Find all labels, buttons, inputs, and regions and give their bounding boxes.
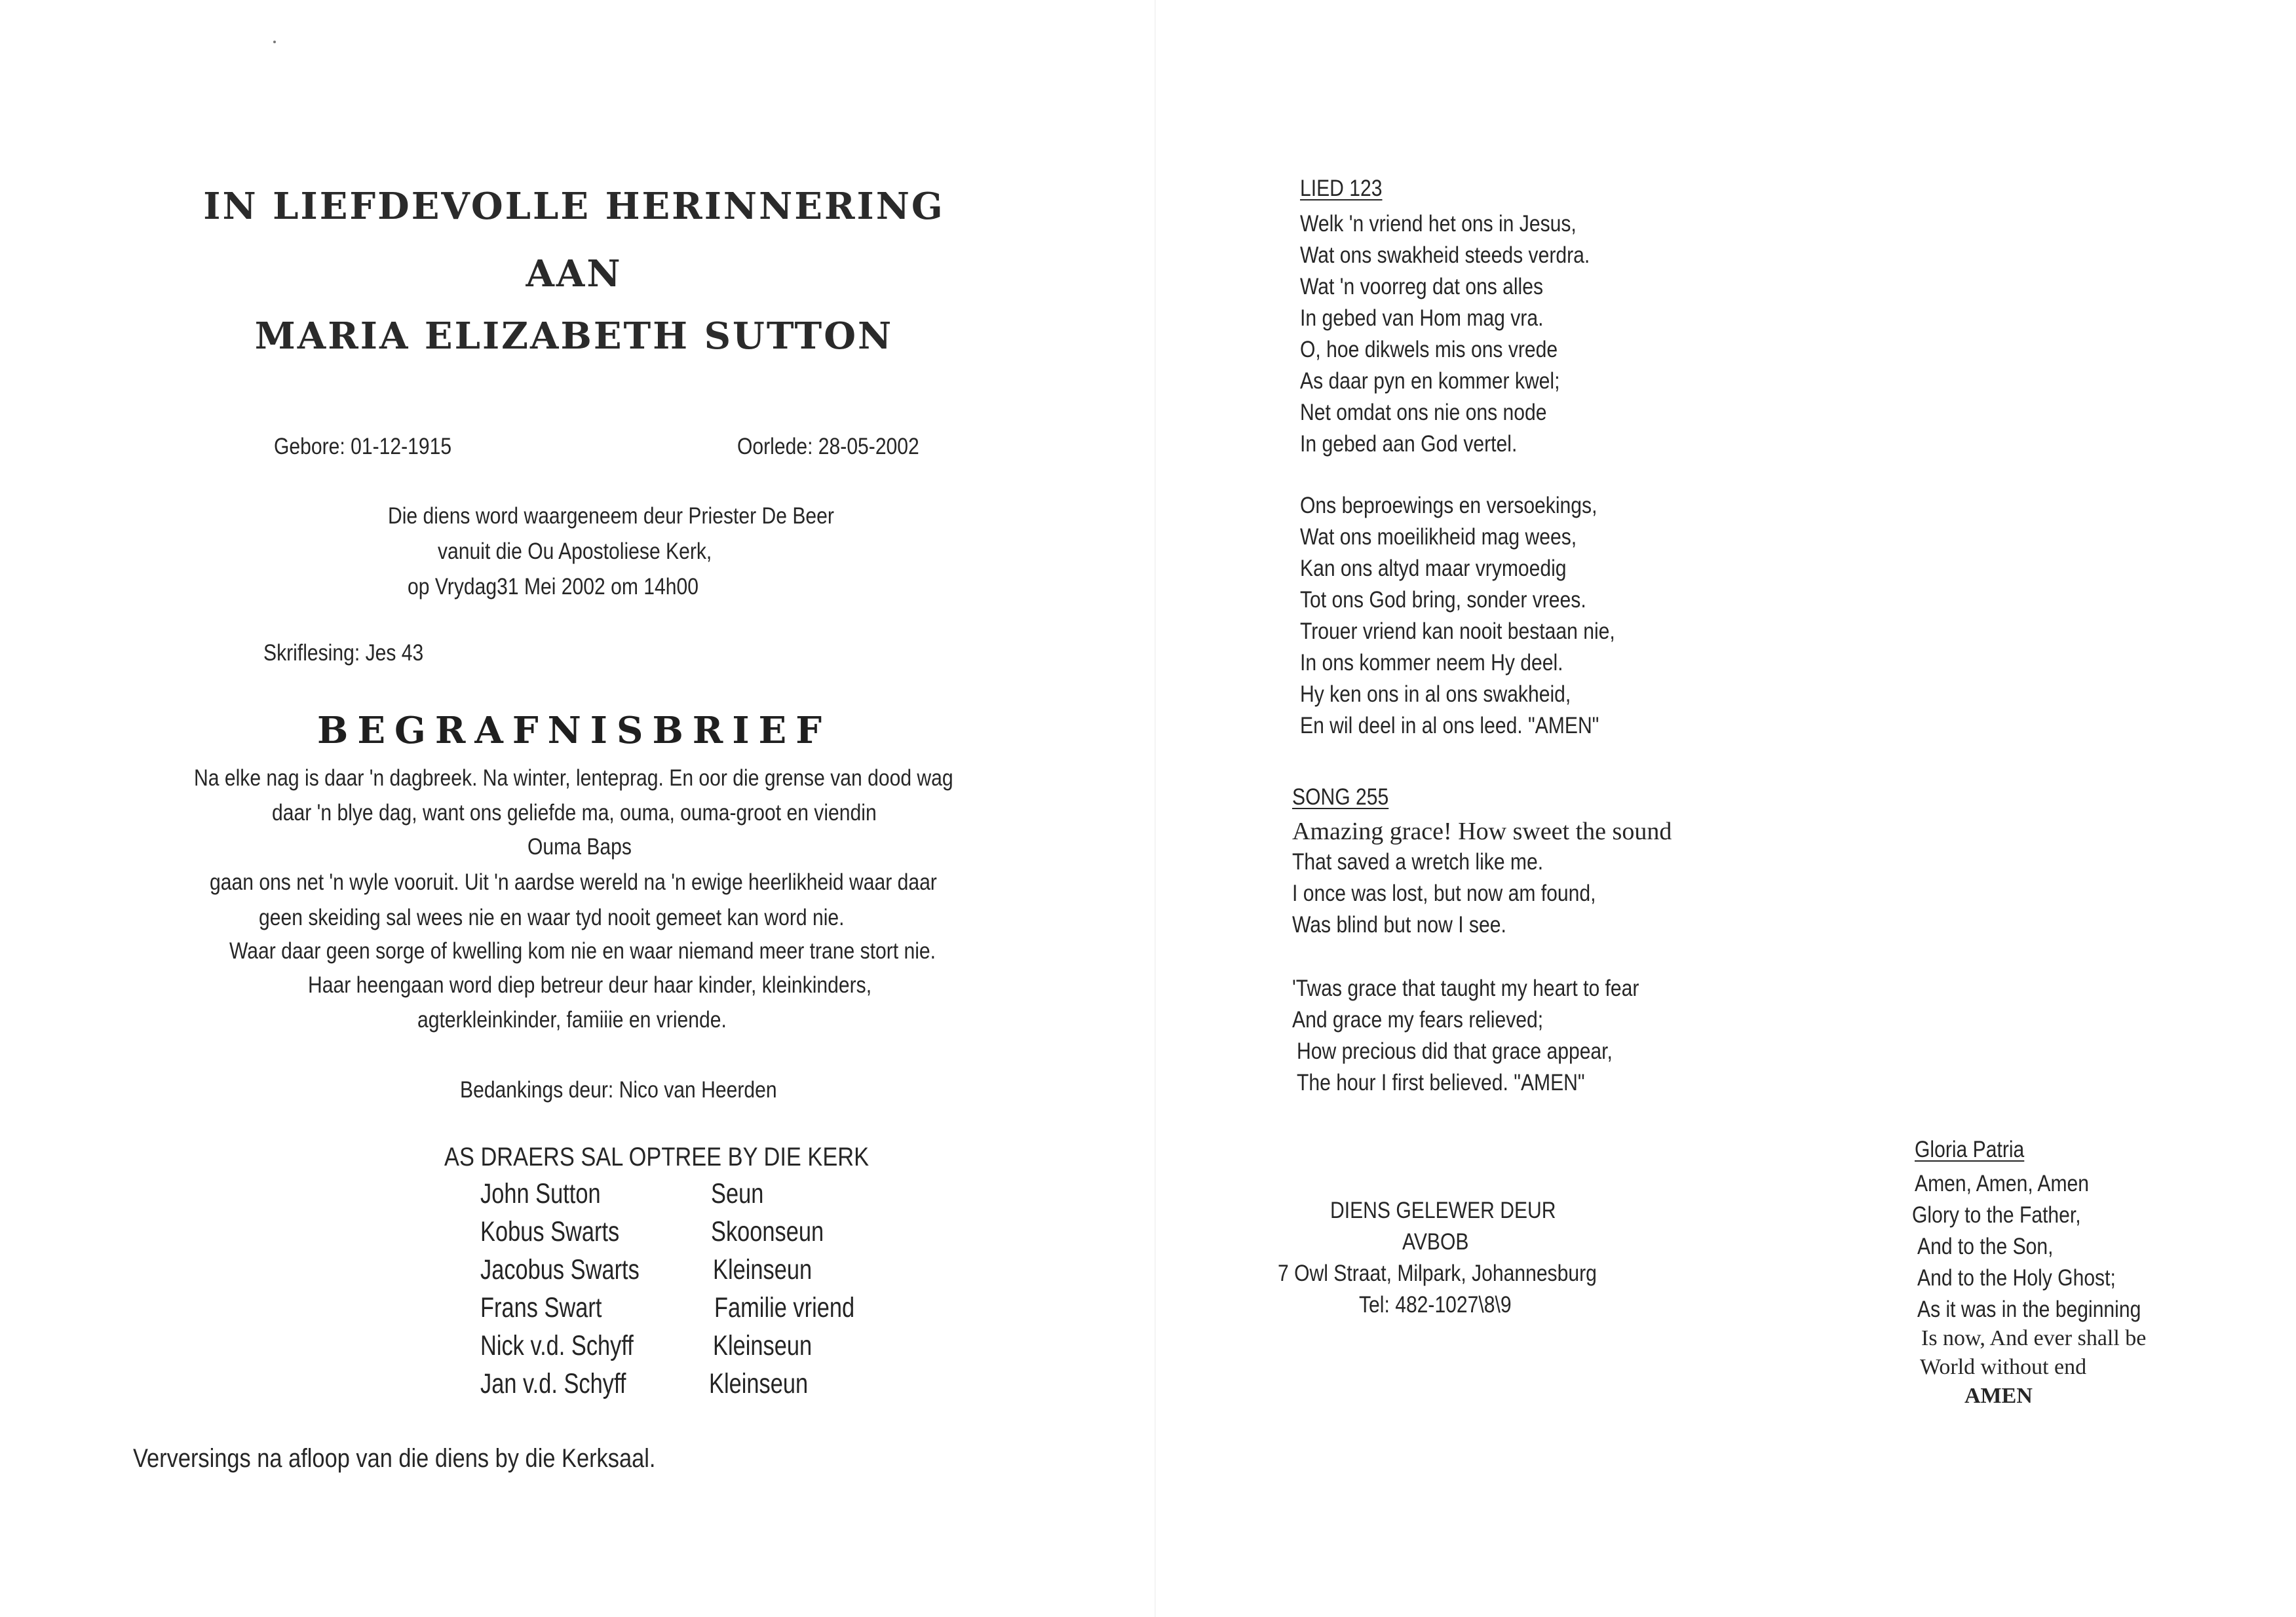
funeral-letter-heading: BEGRAFNISBRIEF [317,709,831,752]
brief-line-5: geen skeiding sal wees nie en waar tyd nooit gemeet kan word nie. [259,905,845,930]
hymn-line: Hy ken ons in al ons swakheid, [1300,681,1571,707]
thanks-line: Bedankings deur: Nico van Heerden [460,1077,777,1103]
song-line: Was blind but now I see. [1292,912,1506,938]
song-first-line: Amazing grace! How sweet the sound [1292,818,1672,845]
brief-line-4: gaan ons net 'n wyle vooruit. Uit 'n aardse wereld na 'n ewige heerlikheid waar daar [210,869,937,895]
bearer-name: John Sutton [480,1178,601,1209]
brief-line-3: Ouma Baps [527,834,632,860]
gloria-line: As it was in the beginning [1917,1297,2141,1322]
song-line: The hour I first believed. "AMEN" [1297,1070,1585,1095]
born-date: Gebore: 01-12-1915 [274,434,452,459]
gloria-line: Amen, Amen, Amen [1915,1171,2090,1196]
provider-phone: Tel: 482-1027\8\9 [1359,1292,1512,1318]
memorial-title-line-2: AAN [526,252,622,295]
memorial-title-line-3: MARIA ELIZABETH SUTTON [254,314,894,358]
song-line: And grace my fears relieved; [1292,1007,1544,1033]
bearer-name: Frans Swart [480,1292,602,1323]
brief-line-1: Na elke nag is daar 'n dagbreek. Na winter, lenteprag. En oor die grense van dood wag [194,765,953,791]
hymn-line: In gebed van Hom mag vra. [1300,305,1544,331]
gloria-line: World without end [1920,1355,2087,1379]
gloria-line: Is now, And ever shall be [1921,1326,2147,1350]
song-line: 'Twas grace that taught my heart to fear [1292,976,1639,1001]
brief-line-2: daar 'n blye dag, want ons geliefde ma, ouma, ouma-groot en viendin [272,800,877,826]
gloria-line: And to the Son, [1917,1234,2054,1259]
service-line-3: op Vrydag31 Mei 2002 om 14h00 [408,574,699,599]
bearer-relation: Skoonseun [711,1216,824,1247]
bearer-relation: Kleinseun [713,1254,813,1285]
hymn-title: LIED 123 [1300,176,1383,201]
hymn-line: In ons kommer neem Hy deel. [1300,650,1563,675]
hymn-line: As daar pyn en kommer kwel; [1300,368,1560,394]
bearer-name: Jacobus Swarts [480,1254,640,1285]
hymn-line: Tot ons God bring, sonder vrees. [1300,587,1586,613]
bearers-heading: AS DRAERS SAL OPTREE BY DIE KERK [444,1143,870,1171]
song-line: That saved a wretch like me. [1292,849,1544,875]
bearer-relation: Kleinseun [709,1368,809,1399]
hymn-line: Wat ons swakheid steeds verdra. [1300,242,1590,268]
bearer-name: Nick v.d. Schyff [480,1330,634,1361]
song-title: SONG 255 [1292,784,1389,810]
service-line-1: Die diens word waargeneem deur Priester De Beer [388,503,834,529]
gloria-line: Glory to the Father, [1912,1202,2081,1228]
bearer-name: Kobus Swarts [480,1216,620,1247]
hymn-line: En wil deel in al ons leed. "AMEN" [1300,713,1599,738]
hymn-line: Ons beproewings en versoekings, [1300,493,1598,518]
right-page [1148,0,2296,1617]
service-line-2: vanuit die Ou Apostoliese Kerk, [438,539,712,564]
brief-line-6: Waar daar geen sorge of kwelling kom nie en waar niemand meer trane stort nie. [229,938,936,964]
refreshments-note: Verversings na afloop van die diens by die Kerksaal. [133,1444,656,1473]
scripture-reading: Skriflesing: Jes 43 [263,640,424,666]
gloria-title: Gloria Patria [1915,1137,2025,1162]
gloria-amen: AMEN [1964,1384,2033,1408]
gloria-line: And to the Holy Ghost; [1917,1265,2116,1291]
bearer-relation: Familie vriend [714,1292,855,1323]
provider-address: 7 Owl Straat, Milpark, Johannesburg [1278,1261,1597,1286]
hymn-line: Kan ons altyd maar vrymoedig [1300,556,1567,581]
hymn-line: In gebed aan God vertel. [1300,431,1518,457]
bearer-relation: Seun [711,1178,764,1209]
bearer-name: Jan v.d. Schyff [480,1368,626,1399]
bearer-relation: Kleinseun [713,1330,813,1361]
song-line: I once was lost, but now am found, [1292,881,1596,906]
hymn-line: Trouer vriend kan nooit bestaan nie, [1300,618,1615,644]
brief-line-7: Haar heengaan word diep betreur deur haar kinder, kleinkinders, [308,972,872,998]
hymn-line: Net omdat ons nie ons node [1300,400,1547,425]
hymn-line: Wat 'n voorreg dat ons alles [1300,274,1544,299]
memorial-title-line-1: IN LIEFDEVOLLE HERINNERING [203,185,945,228]
brief-line-8: agterkleinkinder, famiiie en vriende. [417,1007,727,1033]
hymn-line: Wat ons moeilikheid mag wees, [1300,524,1577,550]
death-date: Oorlede: 28-05-2002 [737,434,919,459]
provider-name: AVBOB [1402,1229,1469,1255]
hymn-line: Welk 'n vriend het ons in Jesus, [1300,211,1577,237]
song-line: How precious did that grace appear, [1297,1038,1613,1064]
provider-line: DIENS GELEWER DEUR [1330,1198,1556,1223]
hymn-line: O, hoe dikwels mis ons vrede [1300,337,1558,362]
